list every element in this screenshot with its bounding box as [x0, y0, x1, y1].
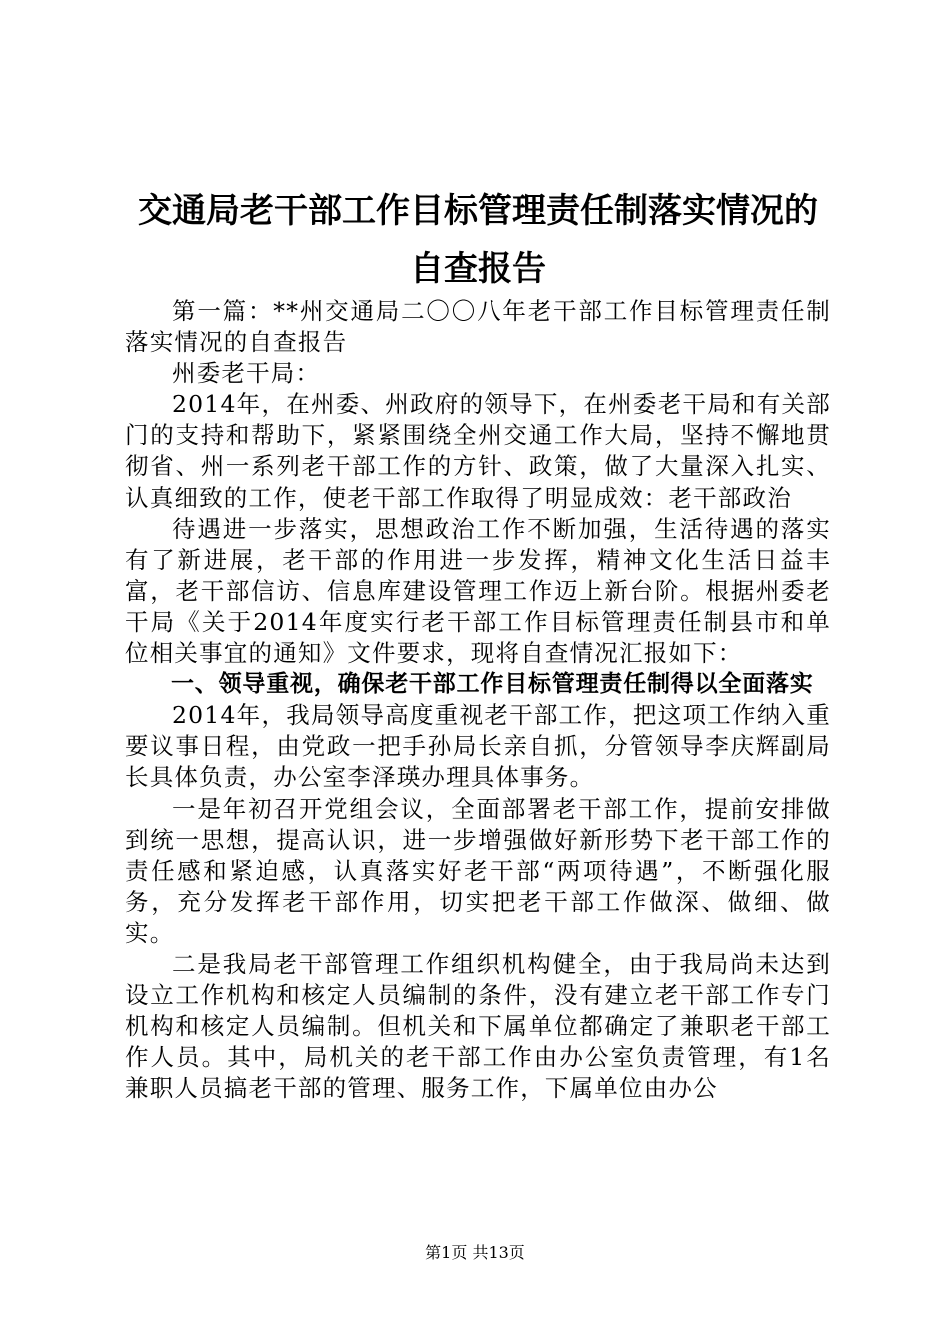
paragraph-salutation: 州委老干局：: [172, 359, 321, 388]
document-body: [125, 296, 831, 1104]
document-title-line-2: 自查报告: [410, 249, 546, 289]
paragraph-intro: 2014年，在州委、州政府的领导下，在州委老干局和有关部门的支持和帮助下，紧紧围绕全州交通工作大局，坚持不懈地贯彻省、州一系列老干部工作的方针、政策，做了大量深入扎实、认真细致的工作，使老干部工作取得了明显成效：老干部政治: [125, 390, 831, 512]
paragraph-point-two: 二是我局老干部管理工作组织机构健全，由于我局尚未达到设立工作机构和核定人员编制的条件，没有建立老干部工作专门机构和核定人员编制。但机关和下属单位都确定了兼职老干部工作人员。其中，局机关的老干部工作由办公室负责管理，有1名兼职人员搞老干部的管理、服务工作，下属单位由办公: [125, 949, 831, 1103]
paragraph-part-one-heading: 第一篇：**州交通局二〇〇八年老干部工作目标管理责任制落实情况的自查报告: [125, 297, 831, 357]
paragraph-leadership: 2014年，我局领导高度重视老干部工作，把这项工作纳入重要议事日程，由党政一把手孙局长亲自抓，分管领导李庆辉副局长具体负责，办公室李泽瑛办理具体事务。: [125, 701, 831, 792]
paragraph-point-one: 一是年初召开党组会议，全面部署老干部工作，提前安排做到统一思想，提高认识，进一步增强做好新形势下老干部工作的责任感和紧迫感，认真落实好老干部“两项待遇”，不断强化服务，充分发挥老干部作用，切实把老干部工作做深、做细、做实。: [125, 794, 831, 947]
page-footer: 第1页 共13页: [425, 1243, 525, 1262]
section-heading-1: 一、领导重视，确保老干部工作目标管理责任制得以全面落实: [171, 671, 814, 698]
paragraph-intro-continued: 待遇进一步落实，思想政治工作不断加强，生活待遇的落实有了新进展，老干部的作用进一步发挥，精神文化生活日益丰富，老干部信访、信息库建设管理工作迈上新台阶。根据州委老干局《关于2014年度实行老干部工作目标管理责任制县市和单位相关事宜的通知》文件要求，现将自查情况汇报如下：: [125, 514, 831, 668]
document-title-line-1: 交通局老干部工作目标管理责任制落实情况的: [138, 191, 818, 231]
